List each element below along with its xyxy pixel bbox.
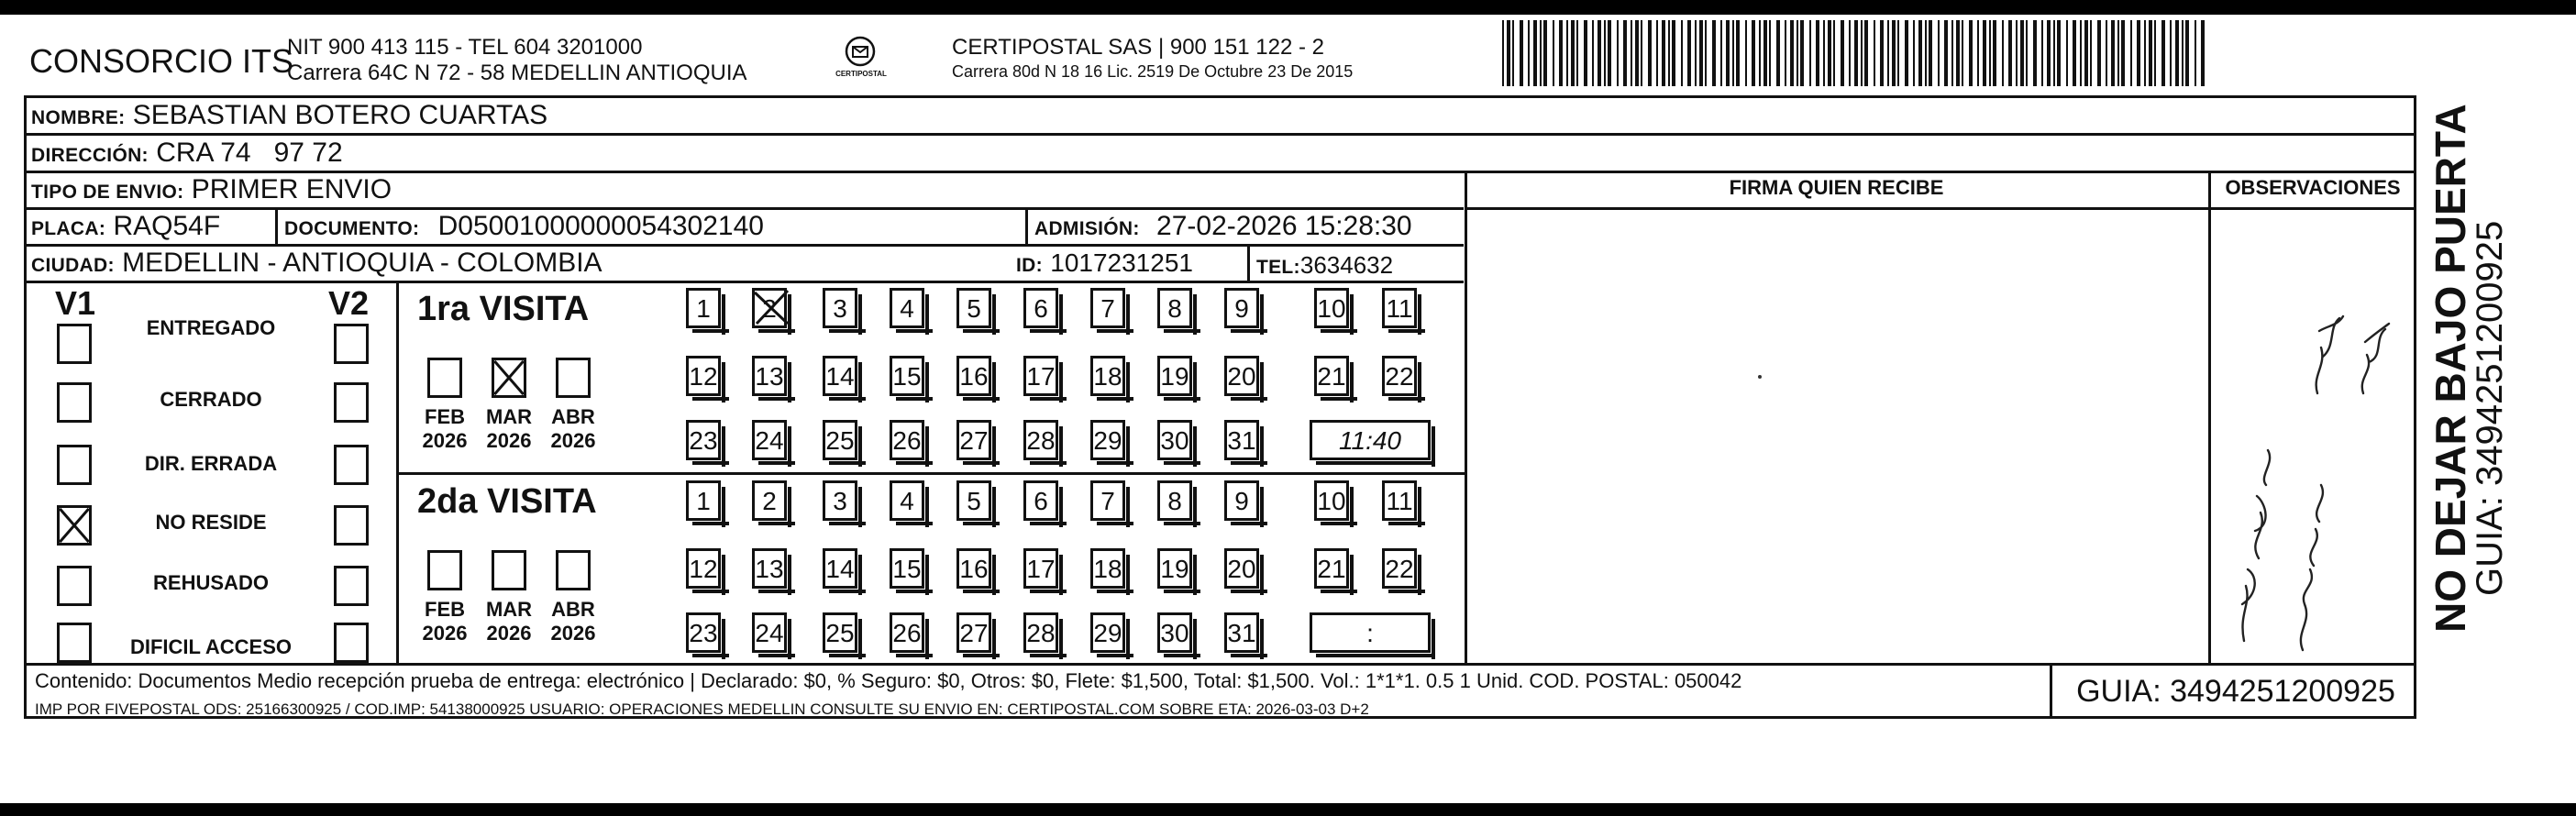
month-year: 2026: [422, 622, 468, 645]
v1-checkbox[interactable]: [57, 382, 92, 423]
courier-line-2: Carrera 80d N 18 16 Lic. 2519 De Octubre 23 De 2015: [952, 62, 1354, 81]
direccion-label: DIRECCIÓN:: [31, 145, 149, 166]
v2-checkbox[interactable]: [334, 445, 369, 485]
day-box[interactable]: [1090, 612, 1125, 653]
day-number: 31: [1227, 619, 1256, 647]
day-box[interactable]: [1157, 288, 1192, 328]
day-number: 15: [892, 362, 922, 391]
day-box[interactable]: [1090, 480, 1125, 521]
v1-header: V1: [55, 284, 96, 322]
day-box[interactable]: [752, 480, 787, 521]
day-box[interactable]: [1157, 480, 1192, 521]
day-number: 25: [825, 619, 855, 647]
month-checkbox[interactable]: [492, 550, 526, 590]
month-name: ABR: [551, 405, 595, 428]
day-box[interactable]: [1157, 420, 1192, 460]
month-checkbox[interactable]: [556, 358, 591, 398]
barcode-graphic: [1502, 20, 2210, 86]
day-number: 4: [900, 294, 914, 323]
status-label: ENTREGADO: [146, 316, 276, 339]
day-number: 9: [1234, 487, 1249, 515]
documento-label: DOCUMENTO:: [284, 218, 420, 239]
day-box[interactable]: [1157, 356, 1192, 396]
day-number: 19: [1160, 555, 1189, 583]
month-name: FEB: [425, 598, 465, 621]
company-name: CONSORCIO ITS: [29, 42, 294, 80]
day-box[interactable]: [1023, 612, 1058, 653]
observaciones-title: OBSERVACIONES: [2225, 176, 2401, 199]
day-number: 6: [1034, 487, 1048, 515]
handwritten-note-graphic: [2211, 210, 2413, 663]
day-number: 5: [967, 294, 981, 323]
courier-logo: [833, 33, 888, 84]
footer-guia: GUIA: 3494251200925: [2076, 674, 2395, 709]
day-box[interactable]: [1314, 548, 1349, 589]
day-number: 14: [825, 555, 855, 583]
day-number: 6: [1034, 294, 1048, 323]
nombre-row: [31, 102, 547, 129]
month-year: 2026: [550, 622, 596, 645]
day-number: 5: [967, 487, 981, 515]
day-number: 1: [696, 294, 711, 323]
day-box[interactable]: [686, 288, 721, 328]
day-number: 4: [900, 487, 914, 515]
day-box[interactable]: [1023, 480, 1058, 521]
signature-area[interactable]: [1468, 210, 2207, 663]
day-box[interactable]: [956, 612, 991, 653]
day-number: 3: [833, 294, 847, 323]
day-number: 28: [1026, 619, 1056, 647]
company-nit-line: NIT 900 413 115 - TEL 604 3201000: [287, 35, 643, 60]
footer-print-line: IMP POR FIVEPOSTAL ODS: 25166300925 / COD.IMP: 54138000925 USUARIO: OPERACIONES MEDELLIN CONSULTE SU ENVIO EN: CERTIPOSTAL.COM SOBRE ETA: 2026-03-03 D+2: [35, 700, 1369, 718]
day-box[interactable]: [956, 420, 991, 460]
day-number: 1: [696, 487, 711, 515]
documento-value: D05001000000054302140: [437, 211, 764, 241]
day-box[interactable]: [956, 288, 991, 328]
day-box[interactable]: [1224, 480, 1259, 521]
day-number: 16: [959, 555, 989, 583]
status-label: REHUSADO: [153, 571, 269, 594]
month-name: ABR: [551, 598, 595, 621]
day-box[interactable]: [890, 480, 924, 521]
month-year: 2026: [486, 622, 532, 645]
day-number: 11: [1386, 487, 1413, 515]
day-number: 2: [762, 294, 777, 323]
day-box[interactable]: [823, 548, 857, 589]
day-number: 23: [689, 619, 718, 647]
day-number: 13: [755, 555, 784, 583]
day-box[interactable]: [752, 356, 787, 396]
day-number: 9: [1234, 294, 1249, 323]
barcode: [1502, 20, 2210, 86]
admision-label: ADMISIÓN:: [1034, 218, 1140, 239]
placa-value: RAQ54F: [113, 211, 221, 241]
v1-checkbox[interactable]: [57, 566, 92, 606]
tel-field: [1256, 251, 1393, 279]
day-box[interactable]: [1090, 356, 1125, 396]
day-box[interactable]: [890, 548, 924, 589]
day-number: 23: [689, 426, 718, 455]
v2-checkbox[interactable]: [334, 505, 369, 546]
day-box[interactable]: [686, 548, 721, 589]
v1-checkbox[interactable]: [57, 324, 92, 364]
day-number: 27: [959, 426, 989, 455]
ciudad-label: CIUDAD:: [31, 255, 115, 276]
tipo-label: TIPO DE ENVIO:: [31, 182, 184, 203]
day-number: 27: [959, 619, 989, 647]
day-number: 29: [1093, 619, 1122, 647]
day-number: 25: [825, 426, 855, 455]
admision-value: 27-02-2026 15:28:30: [1156, 211, 1412, 241]
day-box[interactable]: [1090, 548, 1125, 589]
month-year: 2026: [550, 429, 596, 452]
day-box[interactable]: [823, 288, 857, 328]
day-box[interactable]: [686, 480, 721, 521]
day-number: 22: [1385, 362, 1414, 391]
day-number: 28: [1026, 426, 1056, 455]
day-box[interactable]: [1314, 480, 1349, 521]
day-box[interactable]: [1023, 356, 1058, 396]
day-number: 15: [892, 555, 922, 583]
day-box[interactable]: [1314, 356, 1349, 396]
month-year: 2026: [422, 429, 468, 452]
divider: [1465, 171, 1467, 664]
day-box[interactable]: [956, 356, 991, 396]
day-box[interactable]: [1224, 548, 1259, 589]
courier-line-1: CERTIPOSTAL SAS | 900 151 122 - 2: [952, 35, 1324, 60]
day-number: 21: [1317, 555, 1346, 583]
day-box[interactable]: [1314, 288, 1349, 328]
day-number: 13: [755, 362, 784, 391]
id-label: ID:: [1016, 255, 1043, 276]
divider: [1247, 244, 1250, 281]
tipo-row: [31, 176, 392, 204]
day-box[interactable]: [1224, 288, 1259, 328]
day-number: 18: [1093, 555, 1122, 583]
day-number: 26: [892, 619, 922, 647]
v1-checkbox[interactable]: [57, 505, 92, 546]
day-number: 20: [1227, 362, 1256, 391]
day-number: 11: [1386, 294, 1413, 323]
day-number: 12: [689, 555, 718, 583]
tel-value: 3634632: [1299, 251, 1394, 279]
day-box[interactable]: [890, 612, 924, 653]
divider: [275, 207, 278, 244]
day-number: 24: [755, 426, 784, 455]
day-number: 29: [1093, 426, 1122, 455]
month-checkbox[interactable]: [492, 358, 526, 398]
day-box[interactable]: [823, 612, 857, 653]
day-box[interactable]: [1224, 356, 1259, 396]
status-label: DIR. ERRADA: [144, 452, 278, 475]
divider: [2050, 663, 2052, 719]
divider: [24, 133, 2416, 136]
day-box[interactable]: [1382, 480, 1417, 521]
v1-checkbox[interactable]: [57, 445, 92, 485]
day-box[interactable]: [1023, 420, 1058, 460]
day-number: 14: [825, 362, 855, 391]
v2-checkbox[interactable]: [334, 382, 369, 423]
side-warning: NO DEJAR BAJO PUERTA: [2427, 104, 2474, 633]
day-box[interactable]: [1090, 420, 1125, 460]
day-box[interactable]: [752, 612, 787, 653]
month-name: MAR: [485, 598, 533, 621]
month-year: 2026: [486, 429, 532, 452]
day-number: 30: [1160, 426, 1189, 455]
day-number: 7: [1100, 487, 1115, 515]
day-number: 10: [1317, 487, 1346, 515]
side-guia: GUIA: 3494251200925: [2470, 220, 2510, 596]
time-box[interactable]: :: [1310, 612, 1431, 653]
day-box[interactable]: [686, 612, 721, 653]
v1-checkbox[interactable]: [57, 623, 92, 663]
day-number: 24: [755, 619, 784, 647]
day-box[interactable]: [1224, 420, 1259, 460]
day-number: 10: [1317, 294, 1346, 323]
day-number: 26: [892, 426, 922, 455]
direccion-value: CRA 74 97 72: [156, 138, 343, 168]
day-number: 16: [959, 362, 989, 391]
status-label: DIFICIL ACCESO: [129, 635, 292, 658]
tipo-value: PRIMER ENVIO: [191, 174, 392, 204]
day-box[interactable]: [890, 356, 924, 396]
day-number: 8: [1167, 487, 1182, 515]
day-box[interactable]: [1382, 288, 1417, 328]
divider: [396, 472, 1465, 475]
divider: [24, 207, 1464, 210]
day-box[interactable]: [1382, 356, 1417, 396]
day-number: 18: [1093, 362, 1122, 391]
visit-title: 2da VISITA: [417, 482, 597, 521]
day-box[interactable]: [1382, 548, 1417, 589]
day-box[interactable]: [686, 420, 721, 460]
month-name: FEB: [425, 405, 465, 428]
day-number: 17: [1026, 555, 1056, 583]
day-check-mark: [751, 287, 791, 327]
day-box[interactable]: [823, 420, 857, 460]
day-box[interactable]: [956, 548, 991, 589]
top-border-bar: [0, 0, 2576, 15]
day-box[interactable]: [1023, 288, 1058, 328]
status-label: CERRADO: [160, 388, 262, 411]
logo-caption: CERTIPOSTAL: [835, 70, 887, 78]
v2-header: V2: [328, 284, 370, 322]
day-box[interactable]: [1224, 612, 1259, 653]
divider: [24, 281, 1464, 283]
divider: [24, 663, 2416, 666]
observaciones-area[interactable]: [2211, 210, 2413, 663]
day-box[interactable]: [1090, 288, 1125, 328]
firma-title: FIRMA QUIEN RECIBE: [1729, 176, 1944, 199]
id-field: [1016, 249, 1193, 277]
month-checkbox[interactable]: [427, 550, 462, 590]
month-name: MAR: [485, 405, 533, 428]
month-checkbox[interactable]: [427, 358, 462, 398]
day-number: 3: [833, 487, 847, 515]
nombre-value: SEBASTIAN BOTERO CUARTAS: [132, 100, 548, 130]
day-box[interactable]: [752, 288, 787, 328]
day-box[interactable]: [1157, 612, 1192, 653]
day-number: 17: [1026, 362, 1056, 391]
visit-title: 1ra VISITA: [417, 290, 590, 328]
day-number: 7: [1100, 294, 1115, 323]
bottom-border-bar: [0, 803, 2576, 816]
day-box[interactable]: [823, 480, 857, 521]
day-box[interactable]: [890, 288, 924, 328]
status-label: NO RESIDE: [155, 511, 267, 534]
v2-checkbox[interactable]: [334, 566, 369, 606]
day-number: 8: [1167, 294, 1182, 323]
admision-field: [1034, 213, 1412, 240]
id-value: 1017231251: [1050, 248, 1193, 277]
ciudad-field: [31, 249, 603, 277]
placa-field: [31, 213, 220, 240]
day-number: 2: [762, 487, 777, 515]
day-number: 12: [689, 362, 718, 391]
v2-checkbox[interactable]: [334, 623, 369, 663]
ink-dot: [1758, 375, 1762, 379]
placa-label: PLACA:: [31, 218, 106, 239]
direccion-row: [31, 139, 343, 167]
day-box[interactable]: [752, 548, 787, 589]
ciudad-value: MEDELLIN - ANTIOQUIA - COLOMBIA: [122, 248, 603, 278]
company-address-line: Carrera 64C N 72 - 58 MEDELLIN ANTIOQUIA: [287, 61, 747, 85]
tel-label: TEL:: [1256, 257, 1300, 278]
day-box[interactable]: [686, 356, 721, 396]
divider: [24, 171, 2416, 173]
footer-contents-line: Contenido: Documentos Medio recepción prueba de entrega: electrónico | Declarado: $0, % Seguro: $0, Otros: $0, Flete: $1,500, Total: $1,500. Vol.: 1*1*1. 0.5 1 Unid. COD. POSTAL: 050042: [35, 669, 1742, 692]
day-box[interactable]: [823, 356, 857, 396]
time-box[interactable]: 11:40: [1310, 420, 1431, 460]
day-box[interactable]: [752, 420, 787, 460]
nombre-label: NOMBRE:: [31, 107, 126, 128]
divider: [1025, 207, 1028, 244]
month-checkbox[interactable]: [556, 550, 591, 590]
day-box[interactable]: [956, 480, 991, 521]
day-box[interactable]: [890, 420, 924, 460]
day-number: 31: [1227, 426, 1256, 455]
documento-field: [284, 213, 764, 240]
day-number: 20: [1227, 555, 1256, 583]
day-box[interactable]: [1023, 548, 1058, 589]
day-box[interactable]: [1157, 548, 1192, 589]
v2-checkbox[interactable]: [334, 324, 369, 364]
day-number: 22: [1385, 555, 1414, 583]
day-number: 19: [1160, 362, 1189, 391]
day-number: 21: [1317, 362, 1346, 391]
day-number: 30: [1160, 619, 1189, 647]
